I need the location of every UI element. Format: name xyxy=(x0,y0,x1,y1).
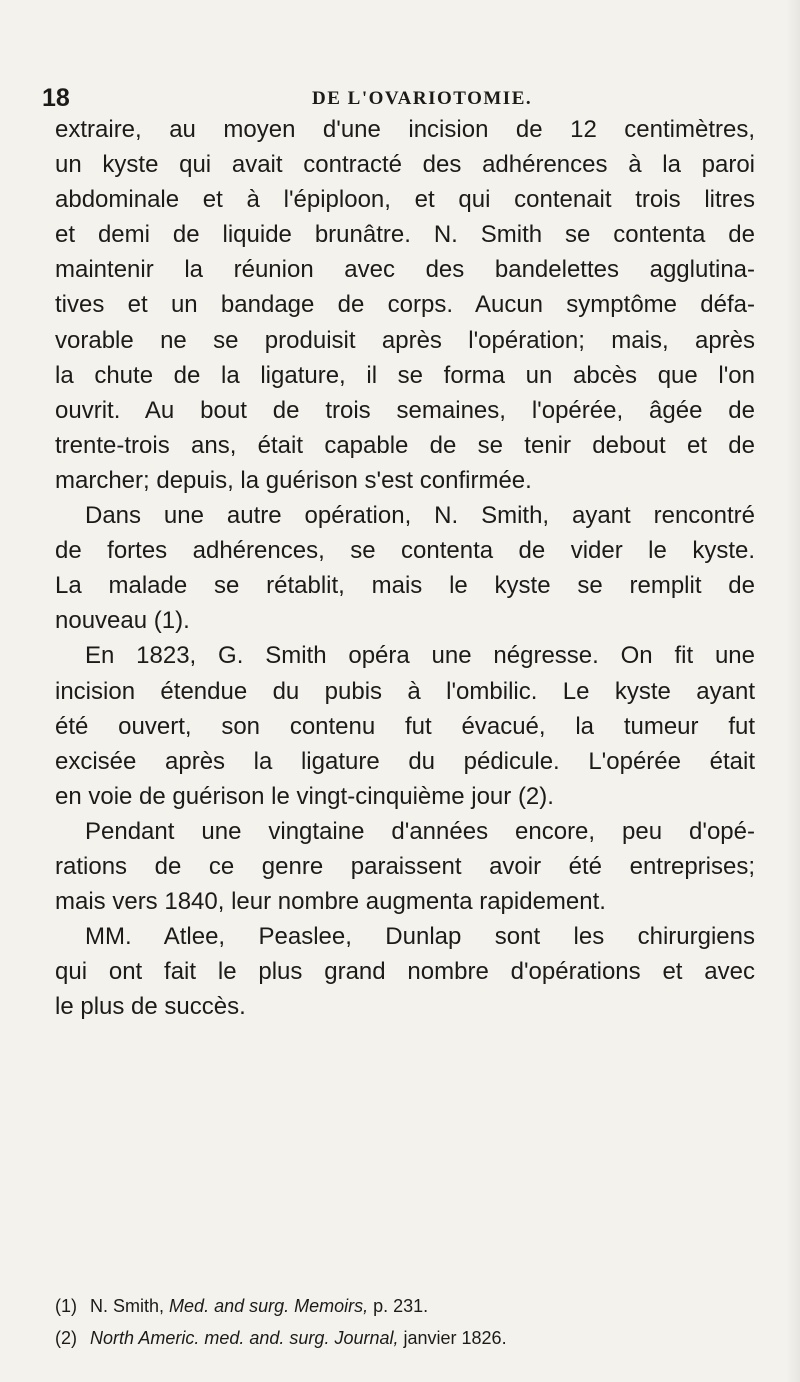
text-line: MM. Atlee, Peaslee, Dunlap sont les chirurgiens xyxy=(85,923,755,951)
text-line: vorable ne se produisit après l'opération; mais, après xyxy=(55,326,755,354)
text-line: un kyste qui avait contracté des adhérences à la paroi xyxy=(55,151,755,179)
text-line: tives et un bandage de corps. Aucun symptôme défa- xyxy=(55,291,755,319)
page-number: 18 xyxy=(42,84,70,112)
text-line: La malade se rétablit, mais le kyste se remplit de xyxy=(55,572,755,600)
text-line: Dans une autre opération, N. Smith, ayant rencontré xyxy=(85,502,755,530)
text-line: qui ont fait le plus grand nombre d'opérations et avec xyxy=(55,958,755,986)
text-line: excisée après la ligature du pédicule. L'opérée était xyxy=(55,747,755,775)
footnotes xyxy=(55,1290,755,1354)
text-line: et demi de liquide brunâtre. N. Smith se contenta de xyxy=(55,221,755,249)
text-line: Pendant une vingtaine d'années encore, peu d'opé- xyxy=(85,817,755,845)
text-line: abdominale et à l'épiploon, et qui contenait trois litres xyxy=(55,186,755,214)
text-line: maintenir la réunion avec des bandelettes agglutina- xyxy=(55,256,755,284)
text-line: ouvrit. Au bout de trois semaines, l'opérée, âgée de xyxy=(55,396,755,424)
footnote xyxy=(55,1322,755,1354)
footnote-rest: p. 231. xyxy=(373,1296,429,1316)
text-line: le plus de succès. xyxy=(55,993,246,1021)
body-text xyxy=(55,112,755,1024)
text-line: nouveau (1). xyxy=(55,607,190,635)
footnote-rest: janvier 1826. xyxy=(403,1328,507,1348)
footnote-title: Med. and surg. Memoirs, xyxy=(169,1296,369,1316)
page-edge-shadow xyxy=(786,0,800,1382)
footnote-title: North Americ. med. and. surg. Journal, xyxy=(90,1328,399,1348)
footnote-author: N. Smith, xyxy=(90,1296,165,1316)
text-line: rations de ce genre paraissent avoir été entreprises; xyxy=(55,852,755,880)
text-line: marcher; depuis, la guérison s'est confirmée. xyxy=(55,466,532,494)
text-line: de fortes adhérences, se contenta de vider le kyste. xyxy=(55,537,755,565)
running-head: DE L'OVARIOTOMIE. xyxy=(312,88,533,109)
text-line: la chute de la ligature, il se forma un abcès que l'on xyxy=(55,361,755,389)
text-line: en voie de guérison le vingt-cinquième jour (2). xyxy=(55,782,554,810)
footnote-number: (1) xyxy=(55,1296,77,1316)
text-line: été ouvert, son contenu fut évacué, la tumeur fut xyxy=(55,712,755,740)
text-line: extraire, au moyen d'une incision de 12 centimètres, xyxy=(55,116,755,143)
text-line: incision étendue du pubis à l'ombilic. Le kyste ayant xyxy=(55,677,755,705)
footnote-number: (2) xyxy=(55,1328,77,1348)
text-line: trente-trois ans, était capable de se tenir debout et de xyxy=(55,431,755,459)
text-line: mais vers 1840, leur nombre augmenta rapidement. xyxy=(55,888,606,916)
footnote xyxy=(55,1290,755,1322)
text-line: En 1823, G. Smith opéra une négresse. On fit une xyxy=(85,642,755,670)
